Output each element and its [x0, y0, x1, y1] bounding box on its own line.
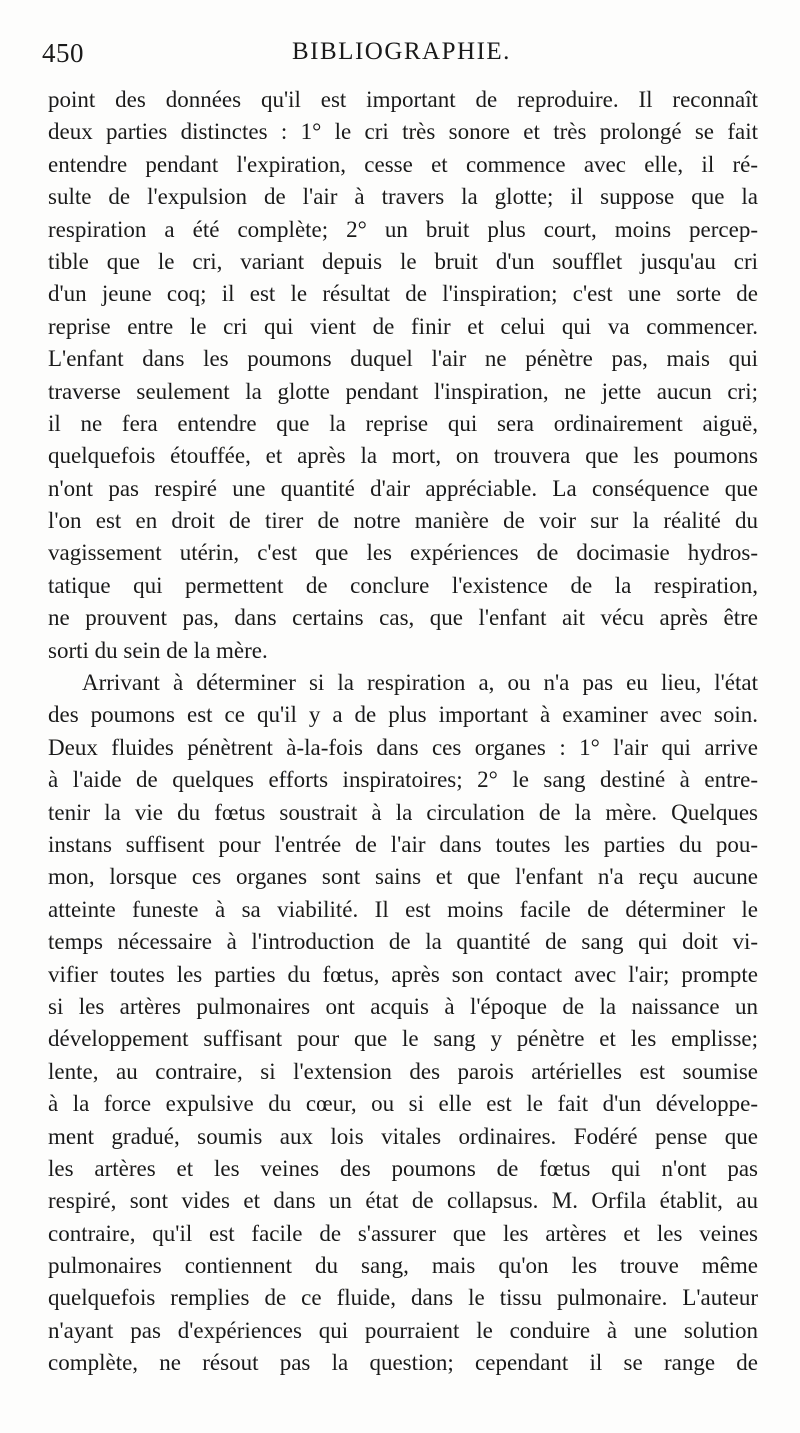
text-line: si les artères pulmonaires ont acquis à l'époque de la naissance un	[48, 993, 758, 1019]
text-line: sorti du sein de la mère.	[48, 637, 268, 663]
text-line: n'ayant pas d'expériences qui pourraient le conduire à une solution	[48, 1317, 758, 1343]
text-line: les artères et les veines des poumons de fœtus qui n'ont pas	[48, 1155, 758, 1181]
text-line: mon, lorsque ces organes sont sains et que l'enfant n'a reçu aucune	[48, 864, 758, 890]
body-text	[48, 84, 758, 1380]
text-line: L'enfant dans les poumons duquel l'air ne pénètre pas, mais qui	[48, 346, 758, 372]
paragraph	[48, 84, 758, 667]
text-line: lente, au contraire, si l'extension des parois artérielles est soumise	[48, 1058, 758, 1084]
text-line: d'un jeune coq; il est le résultat de l'inspiration; c'est une sorte de	[48, 281, 758, 307]
text-line: respiré, sont vides et dans un état de collapsus. M. Orfila établit, au	[48, 1188, 758, 1214]
running-head: BIBLIOGRAPHIE.	[292, 38, 511, 65]
text-line: développement suffisant pour que le sang y pénètre et les emplisse;	[48, 1026, 758, 1052]
text-line: temps nécessaire à l'introduction de la quantité de sang qui doit vi-	[48, 929, 758, 955]
text-line: quelquefois étouffée, et après la mort, on trouvera que les poumons	[48, 443, 758, 469]
text-line: tatique qui permettent de conclure l'existence de la respiration,	[48, 572, 758, 598]
text-line: entendre pendant l'expiration, cesse et commence avec elle, il ré-	[48, 151, 758, 177]
text-line: il ne fera entendre que la reprise qui sera ordinairement aiguë,	[48, 410, 758, 436]
page-number: 450	[42, 38, 84, 68]
text-line: point des données qu'il est important de reproduire. Il reconnaît	[48, 87, 758, 112]
text-line: Deux fluides pénètrent à-la-fois dans ces organes : 1° l'air qui arrive	[48, 734, 758, 760]
text-line: tible que le cri, variant depuis le bruit d'un soufflet jusqu'au cri	[48, 248, 758, 274]
text-line: à l'aide de quelques efforts inspiratoires; 2° le sang destiné à entre-	[48, 767, 758, 793]
text-line: traverse seulement la glotte pendant l'inspiration, ne jette aucun cri;	[48, 378, 758, 404]
text-line: reprise entre le cri qui vient de finir et celui qui va commencer.	[48, 313, 758, 339]
text-line: complète, ne résout pas la question; cependant il se range de	[48, 1350, 758, 1376]
text-line: quelquefois remplies de ce fluide, dans le tissu pulmonaire. L'auteur	[48, 1285, 758, 1311]
text-line: ment gradué, soumis aux lois vitales ordinaires. Fodéré pense que	[48, 1123, 758, 1149]
text-line: à la force expulsive du cœur, ou si elle est le fait d'un développe-	[48, 1091, 758, 1117]
text-line: vagissement utérin, c'est que les expériences de docimasie hydros-	[48, 540, 758, 566]
page-header	[42, 38, 760, 78]
text-line: pulmonaires contiennent du sang, mais qu'on les trouve même	[48, 1253, 758, 1279]
text-line: contraire, qu'il est facile de s'assurer que les artères et les veines	[48, 1220, 758, 1246]
text-line: Arrivant à déterminer si la respiration a, ou n'a pas eu lieu, l'état	[82, 670, 758, 696]
text-line: vifier toutes les parties du fœtus, après son contact avec l'air; prompte	[48, 961, 758, 987]
text-line: sulte de l'expulsion de l'air à travers la glotte; il suppose que la	[48, 184, 758, 210]
text-line: deux parties distinctes : 1° le cri très sonore et très prolongé se fait	[48, 119, 758, 145]
text-line: atteinte funeste à sa viabilité. Il est moins facile de déterminer le	[48, 896, 758, 922]
text-line: des poumons est ce qu'il y a de plus important à examiner avec soin.	[48, 702, 758, 728]
text-line: instans suffisent pour l'entrée de l'air dans toutes les parties du pou-	[48, 831, 758, 857]
text-line: respiration a été complète; 2° un bruit plus court, moins percep-	[48, 216, 758, 242]
paragraph	[48, 667, 758, 1380]
text-line: l'on est en droit de tirer de notre manière de voir sur la réalité du	[48, 508, 758, 534]
text-line: tenir la vie du fœtus soustrait à la circulation de la mère. Quelques	[48, 799, 758, 825]
text-line: n'ont pas respiré une quantité d'air appréciable. La conséquence que	[48, 475, 758, 501]
text-line: ne prouvent pas, dans certains cas, que l'enfant ait vécu après être	[48, 605, 758, 631]
